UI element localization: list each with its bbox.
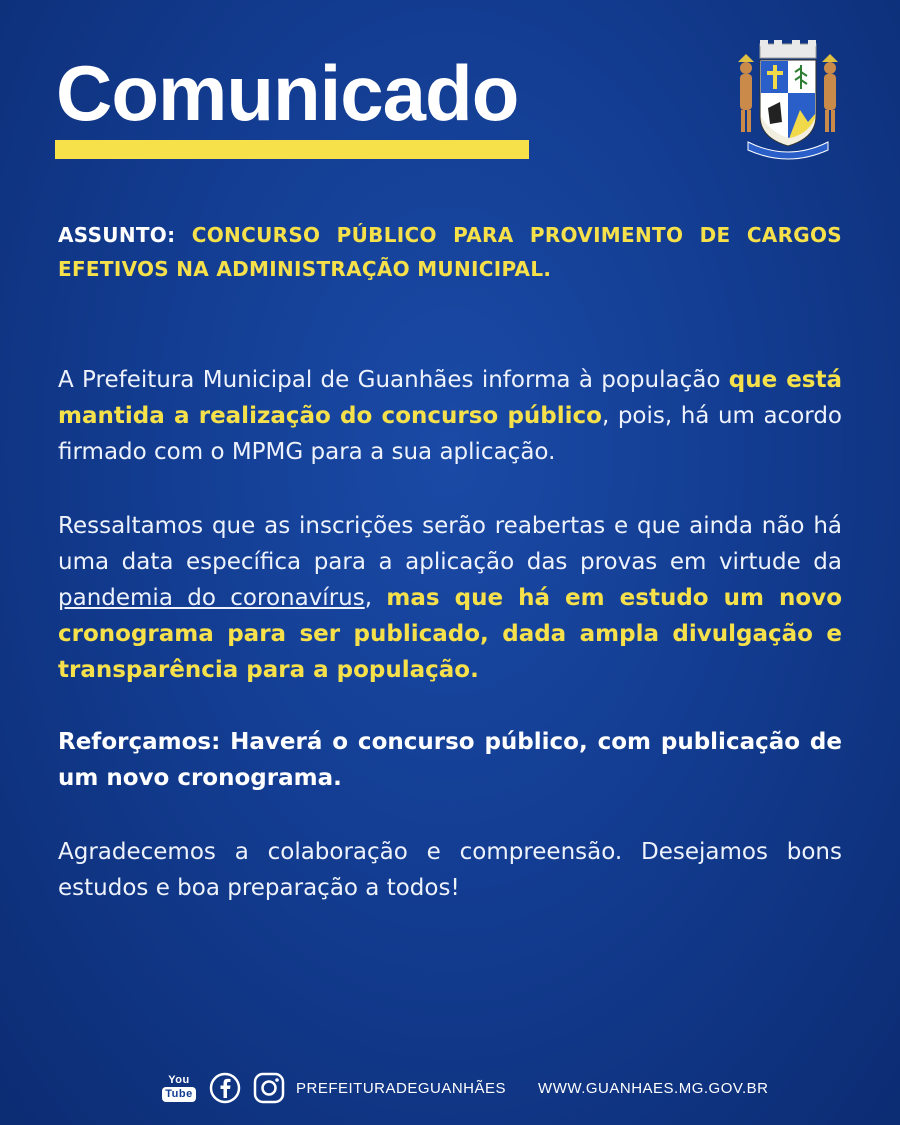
subject — [58, 218, 842, 286]
youtube-icon-top: You — [168, 1073, 190, 1086]
highlight-text: que está mantida a realização do concurso público — [58, 367, 842, 429]
paragraph-text: , pois, há um acordo firmado com o MPMG para a sua aplicação. — [58, 403, 842, 465]
facebook-icon[interactable] — [208, 1071, 242, 1105]
highlight-text: mas que há em estudo um novo cronograma para ser publicado, dada ampla divulgação e transparência para a população. — [58, 585, 842, 683]
paragraph-reinforcement: Reforçamos: Haverá o concurso público, com publicação de um novo cronograma. — [58, 729, 842, 791]
underlined-text: pandemia do coronavírus — [58, 585, 365, 611]
social-handle[interactable]: PREFEITURADEGUANHÃES — [296, 1079, 507, 1097]
paragraph-details — [58, 508, 842, 688]
paragraph-closing: Agradecemos a colaboração e compreensão. Desejamos bons estudos e boa preparação a todos! — [58, 839, 842, 901]
paragraph-text: , — [364, 585, 387, 611]
website-link[interactable]: WWW.GUANHAES.MG.GOV.BR — [538, 1079, 769, 1097]
paragraph-text: Ressaltamos que as inscrições serão reabertas e que ainda não há uma data específica para a aplicação das provas em virtude da — [58, 513, 842, 575]
instagram-icon[interactable] — [252, 1071, 286, 1105]
youtube-icon-bottom: Tube — [162, 1087, 195, 1102]
paragraph-text: A Prefeitura Municipal de Guanhães informa à população — [58, 367, 729, 393]
youtube-icon[interactable] — [160, 1075, 198, 1102]
page-title: Comunicado — [56, 49, 519, 137]
footer — [160, 1068, 769, 1108]
paragraph-announcement — [58, 362, 842, 470]
subject-label: ASSUNTO: — [58, 223, 176, 247]
municipal-coat-of-arms-icon — [730, 38, 846, 162]
subject-text: CONCURSO PÚBLICO PARA PROVIMENTO DE CARGOS EFETIVOS NA ADMINISTRAÇÃO MUNICIPAL. — [58, 223, 843, 281]
title-underline — [55, 140, 529, 159]
